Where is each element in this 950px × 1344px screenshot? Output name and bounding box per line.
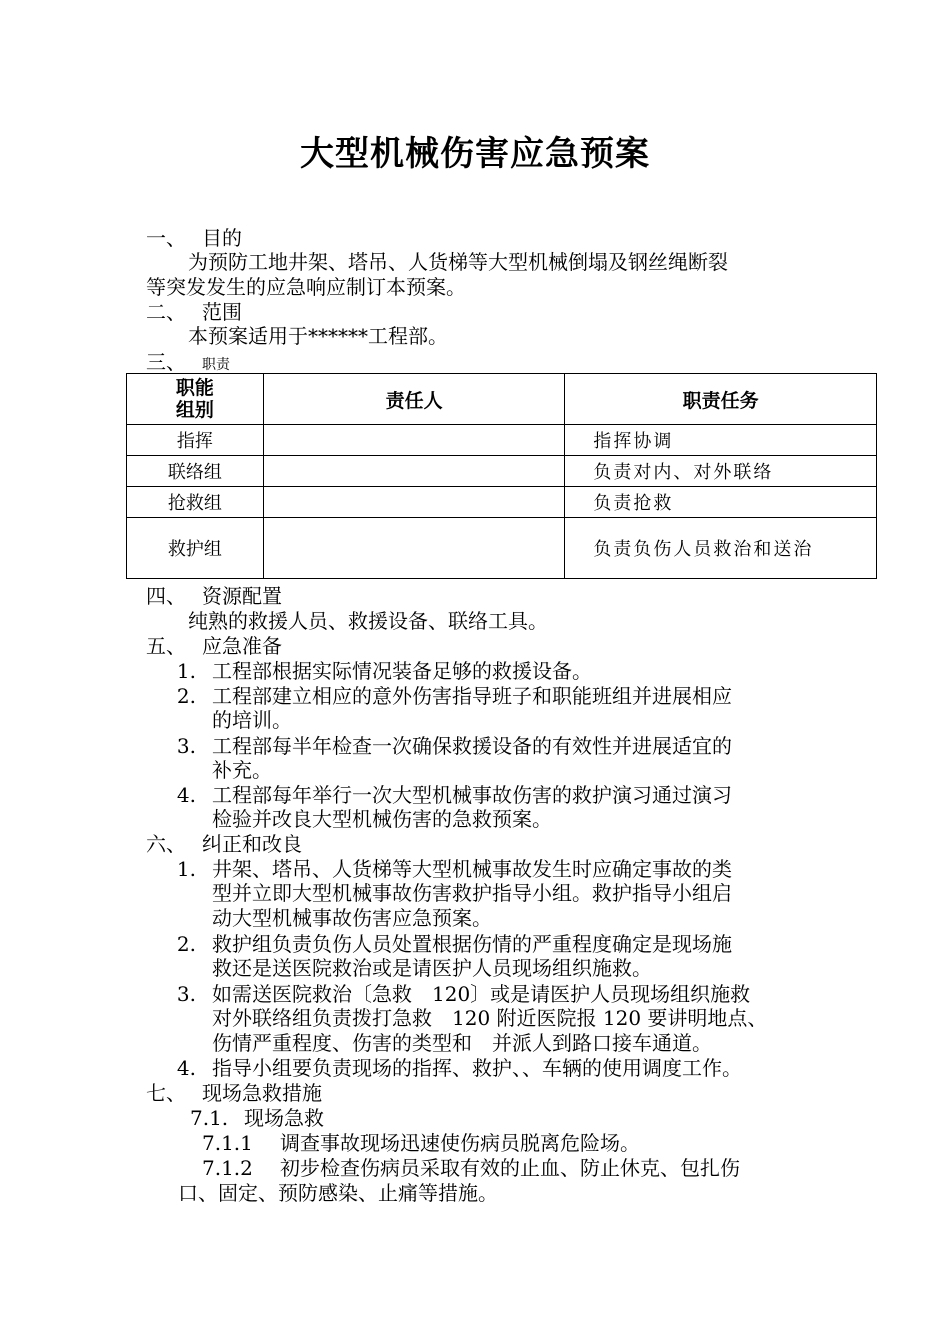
list-item: 4. 指导小组要负责现场的指挥、救护、、车辆的使用调度工作。 xyxy=(176,1056,742,1080)
section-2-body: 本预案适用于******工程部。 xyxy=(188,324,448,348)
cell-person xyxy=(263,487,565,518)
list-item-continuation: 补充。 xyxy=(212,758,272,782)
section-number: 三、 xyxy=(146,350,186,374)
table-row xyxy=(127,425,877,456)
table-header-row xyxy=(127,374,877,425)
cell-person xyxy=(263,456,565,487)
subsection-item: 7.1.2 初步检查伤病员采取有效的止血、防止休克、包扎伤 xyxy=(202,1156,740,1180)
section-1-heading xyxy=(146,226,242,250)
header-group-line-1: 职能 xyxy=(175,377,214,399)
section-number: 五、 xyxy=(146,634,186,658)
header-duty: 职责任务 xyxy=(565,374,877,425)
section-number: 六、 xyxy=(146,832,186,856)
section-title: 目的 xyxy=(202,226,242,250)
section-2-heading xyxy=(146,300,242,324)
list-item-continuation: 的培训。 xyxy=(212,708,292,732)
section-1-body-line-2: 等突发发生的应急响应制订本预案。 xyxy=(146,275,466,299)
list-item: 2. 救护组负责负伤人员处置根据伤情的严重程度确定是现场施 xyxy=(176,932,732,956)
list-item-continuation: 检验并改良大型机械伤害的急救预案。 xyxy=(212,807,552,831)
table-row xyxy=(127,456,877,487)
cell-duty: 负责抢救 xyxy=(565,487,877,518)
list-item: 2. 工程部建立相应的意外伤害指导班子和职能班组并进展相应 xyxy=(176,684,732,708)
subsection-7-1: 7.1. 现场急救 xyxy=(190,1106,324,1130)
section-4-body: 纯熟的救援人员、救援设备、联络工具。 xyxy=(188,609,548,633)
subsection-item: 7.1.1 调查事故现场迅速使伤病员脱离危险场。 xyxy=(202,1131,640,1155)
list-item: 3. 如需送医院救治〔急救 120〕或是请医护人员现场组织施救 xyxy=(176,982,751,1006)
list-item: 4. 工程部每年举行一次大型机械事故伤害的救护演习通过演习 xyxy=(176,783,732,807)
section-number: 七、 xyxy=(146,1081,186,1105)
cell-duty: 指挥协调 xyxy=(565,425,877,456)
section-number: 二、 xyxy=(146,300,186,324)
section-number: 四、 xyxy=(146,584,186,608)
list-item-continuation: 对外联络组负责拨打急救 120 附近医院报 120 要讲明地点、 xyxy=(212,1006,768,1030)
cell-duty: 负责对内、对外联络 xyxy=(565,456,877,487)
header-person: 责任人 xyxy=(263,374,565,425)
section-title: 现场急救措施 xyxy=(202,1081,322,1105)
section-title: 职责 xyxy=(202,357,230,373)
section-6-heading xyxy=(146,832,302,856)
list-item-continuation: 救还是送医院救治或是请医护人员现场组织施救。 xyxy=(212,956,652,980)
section-1-body-line-1: 为预防工地井架、塔吊、人货梯等大型机械倒塌及钢丝绳断裂 xyxy=(188,250,728,274)
cell-person xyxy=(263,518,565,579)
list-item: 1. 井架、塔吊、人货梯等大型机械事故发生时应确定事故的类 xyxy=(176,857,732,881)
cell-duty: 负责负伤人员救治和送治 xyxy=(565,518,877,579)
section-7-heading xyxy=(146,1081,322,1105)
section-title: 纠正和改良 xyxy=(202,832,302,856)
duty-table xyxy=(126,373,877,579)
list-item-continuation: 型并立即大型机械事故伤害救护指导小组。救护指导小组启 xyxy=(212,881,732,905)
cell-group: 抢救组 xyxy=(127,487,264,518)
cell-group: 指挥 xyxy=(127,425,264,456)
table-row xyxy=(127,518,877,579)
list-item: 3. 工程部每半年检查一次确保救援设备的有效性并进展适宜的 xyxy=(176,734,732,758)
section-title: 资源配置 xyxy=(202,584,282,608)
cell-person xyxy=(263,425,565,456)
section-title: 应急准备 xyxy=(202,634,282,658)
section-5-heading xyxy=(146,634,282,658)
header-group xyxy=(127,374,264,425)
section-number: 一、 xyxy=(146,226,186,250)
table-row xyxy=(127,487,877,518)
subsection-item-continuation: 口、固定、预防感染、止痛等措施。 xyxy=(178,1181,498,1205)
section-title: 范围 xyxy=(202,300,242,324)
document-title: 大型机械伤害应急预案 xyxy=(300,134,650,174)
list-item-continuation: 伤情严重程度、伤害的类型和 并派人到路口接车通道。 xyxy=(212,1031,712,1055)
section-4-heading xyxy=(146,584,282,608)
list-item: 1. 工程部根据实际情况装备足够的救援设备。 xyxy=(176,659,592,683)
cell-group: 救护组 xyxy=(127,518,264,579)
header-group-line-2: 组别 xyxy=(175,399,214,421)
cell-group: 联络组 xyxy=(127,456,264,487)
list-item-continuation: 动大型机械事故伤害应急预案。 xyxy=(212,906,492,930)
